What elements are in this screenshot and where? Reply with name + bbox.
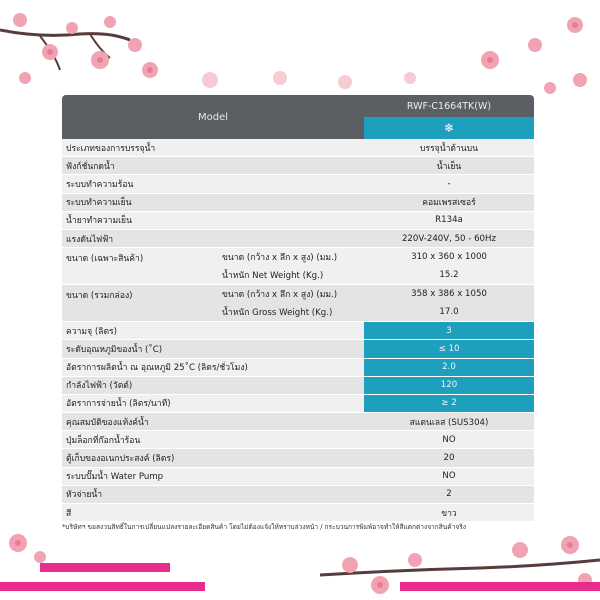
- dimension-value: 310 x 360 x 1000: [411, 252, 487, 263]
- spec-row: [62, 175, 534, 193]
- spec-row: [62, 504, 534, 522]
- spec-value: R134a: [435, 215, 463, 226]
- cherry-blossom-top-middle-decoration: [180, 60, 440, 95]
- spec-row: [62, 413, 534, 431]
- spec-label: ระดับอุณหภูมิของน้ำ (˚C): [66, 344, 163, 355]
- spec-value: ≥ 2: [364, 395, 534, 412]
- spec-row: [62, 139, 534, 157]
- spec-label: ระบบปั๊มน้ำ Water Pump: [66, 472, 164, 483]
- pink-stripe-bottom: [0, 582, 205, 591]
- spec-value: น้ำเย็น: [436, 161, 462, 172]
- spec-table: [62, 95, 534, 522]
- spec-row: [62, 431, 534, 449]
- spec-label: อัตราการจ่ายน้ำ (ลิตร/นาที): [66, 399, 171, 410]
- pink-stripe-right: [400, 582, 600, 591]
- spec-row: [62, 230, 534, 248]
- spec-value: -: [447, 178, 451, 189]
- spec-label: ขนาด (เฉพาะสินค้า): [66, 254, 144, 265]
- spec-value: ≤ 10: [364, 340, 534, 357]
- spec-value: 2.0: [364, 359, 534, 376]
- spec-row-highlight: [62, 322, 534, 340]
- dimension-value: 358 x 386 x 1050: [411, 289, 487, 300]
- pink-stripe-left: [40, 563, 170, 572]
- spec-label: คุณสมบัติของแท้งค์น้ำ: [66, 417, 149, 428]
- weight-value: 17.0: [439, 307, 459, 318]
- spec-label: น้ำยาทำความเย็น: [66, 216, 132, 227]
- spec-table-header: [62, 95, 534, 139]
- spec-label: ปุ่มล็อกที่ก๊อกน้ำร้อน: [66, 435, 141, 446]
- spec-label: กำลังไฟฟ้า (วัตต์): [66, 381, 133, 392]
- spec-value: สแตนเลส (SUS304): [409, 417, 489, 428]
- spec-value: NO: [442, 434, 456, 445]
- spec-row-highlight: [62, 377, 534, 395]
- cherry-blossom-top-left-decoration: [0, 0, 180, 95]
- spec-row-highlight: [62, 395, 534, 413]
- spec-label: ความจุ (ลิตร): [66, 326, 118, 337]
- weight-label: น้ำหนัก Net Weight (Kg.): [222, 271, 324, 282]
- spec-value: NO: [442, 471, 456, 482]
- spec-value: 120: [364, 377, 534, 394]
- spec-value: ขาว: [441, 508, 457, 519]
- spec-label: แรงดันไฟฟ้า: [66, 234, 114, 245]
- model-name: RWF-C1664TK(W): [364, 95, 534, 117]
- spec-row: [62, 449, 534, 467]
- spec-label: อัตราการผลิตน้ำ ณ อุณหภูมิ 25˚C (ลิตร/ชั่วโมง): [66, 363, 248, 374]
- dimension-label: ขนาด (กว้าง x ลึก x สูง) (มม.): [222, 290, 338, 301]
- spec-label: ตู้เก็บของอเนกประสงค์ (ลิตร): [66, 454, 175, 465]
- spec-row: [62, 157, 534, 175]
- weight-label: น้ำหนัก Gross Weight (Kg.): [222, 308, 333, 319]
- spec-label: สี: [66, 508, 72, 519]
- spec-label: ฟังก์ชั่นกดน้ำ: [66, 161, 115, 172]
- spec-row: [62, 486, 534, 504]
- spec-label: ระบบทำความเย็น: [66, 198, 132, 209]
- spec-value: 2: [446, 489, 452, 500]
- spec-row: [62, 194, 534, 212]
- spec-label: หัวจ่ายน้ำ: [66, 490, 103, 501]
- dimension-label: ขนาด (กว้าง x ลึก x สูง) (มม.): [222, 253, 338, 264]
- spec-value: บรรจุน้ำด้านบน: [419, 143, 479, 154]
- snowflake-icon: ❄: [364, 117, 534, 139]
- spec-value: คอมเพรสเซอร์: [422, 198, 476, 209]
- spec-value: 220V-240V, 50 - 60Hz: [401, 233, 497, 244]
- weight-value: 15.2: [439, 270, 459, 281]
- size-product-row: [62, 248, 534, 285]
- spec-value: 20: [443, 453, 455, 464]
- spec-value: 3: [364, 322, 534, 339]
- model-column-label: Model: [62, 95, 364, 139]
- spec-label: ขนาด (รวมกล่อง): [66, 291, 133, 302]
- spec-row: [62, 468, 534, 486]
- size-box-row: [62, 285, 534, 322]
- spec-row: [62, 212, 534, 230]
- spec-label: ระบบทำความร้อน: [66, 179, 134, 190]
- spec-row-highlight: [62, 340, 534, 358]
- cherry-blossom-top-right-decoration: [440, 0, 600, 100]
- spec-label: ประเภทของการบรรจุน้ำ: [66, 143, 156, 154]
- disclaimer-footnote: *บริษัทฯ ขอสงวนสิทธิ์ในการเปลี่ยนแปลงรายละเอียดสินค้า โดยไม่ต้องแจ้งให้ทราบล่วงหน้า / กระบวนการพิมพ์อาจทำให้สีแตกต่างจากสินค้าจริง: [62, 523, 467, 531]
- spec-row-highlight: [62, 359, 534, 377]
